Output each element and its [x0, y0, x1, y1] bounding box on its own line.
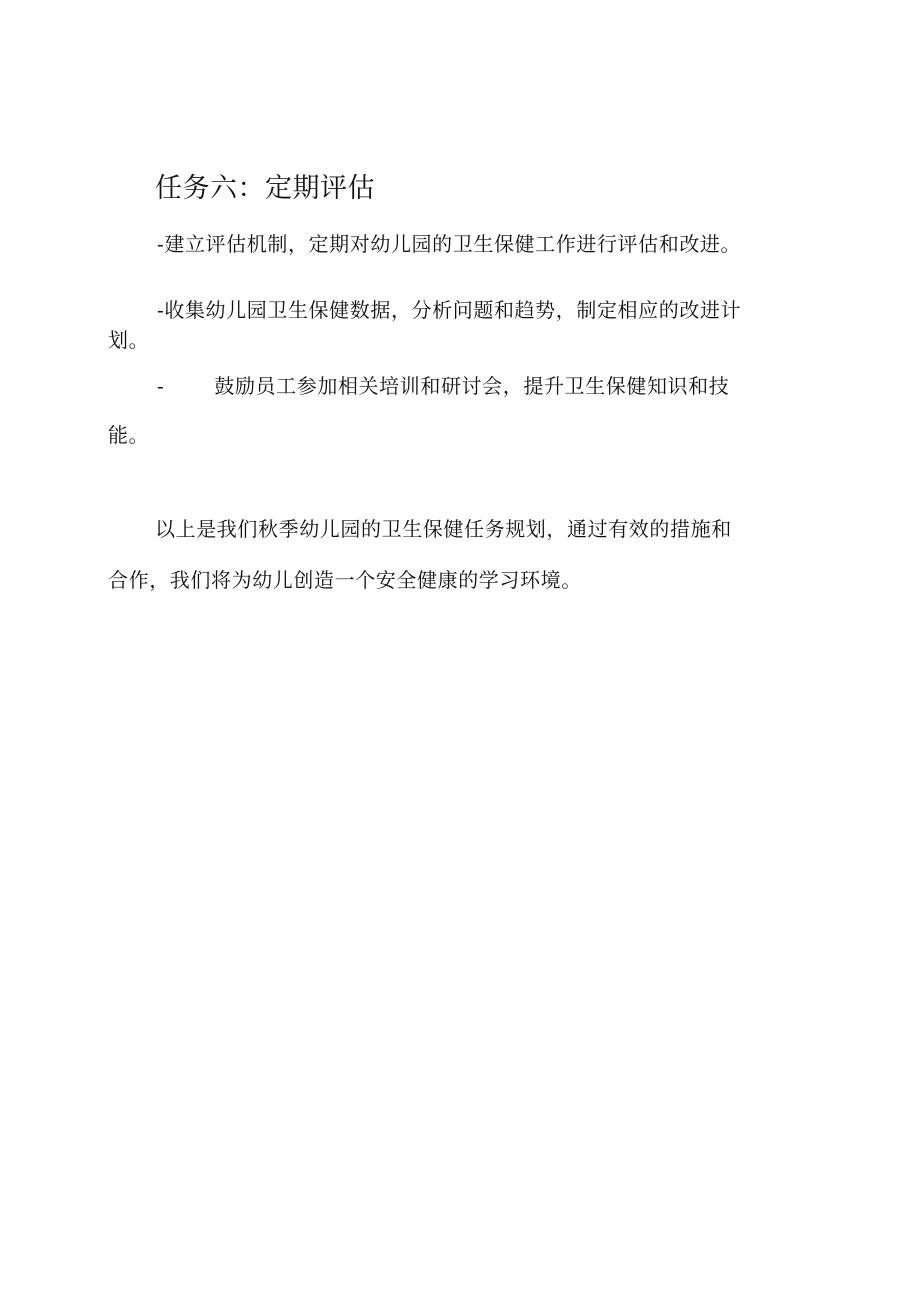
list-item-2-text-line1: 收集幼儿园卫生保健数据，分析问题和趋势，制定相应的改进计: [164, 298, 742, 322]
list-item-2-bullet: -: [157, 298, 165, 322]
list-item-3-text-line2: 能。: [108, 423, 150, 447]
list-item-1-text: 建立评估机制，定期对幼儿园的卫生保健工作进行评估和改进。: [164, 232, 742, 256]
list-item-2: [157, 296, 741, 324]
list-item-3: [157, 372, 729, 400]
list-item-1-bullet: -: [157, 232, 165, 256]
conclusion-line-1: 以上是我们秋季幼儿园的卫生保健任务规划，通过有效的措施和: [155, 517, 732, 541]
list-item-2-text-line2: 划。: [108, 328, 150, 352]
list-item-1: [157, 230, 741, 258]
list-item-3-bullet: -: [157, 374, 165, 398]
conclusion-line-2: 合作，我们将为幼儿创造一个安全健康的学习环境。: [108, 568, 582, 592]
section-heading: 任务六：定期评估: [155, 173, 375, 204]
list-item-3-continuation: [108, 421, 149, 449]
list-item-2-continuation: [108, 326, 149, 354]
list-item-3-text-line1: 鼓励员工参加相关培训和研讨会，提升卫生保健知识和技: [214, 374, 730, 398]
